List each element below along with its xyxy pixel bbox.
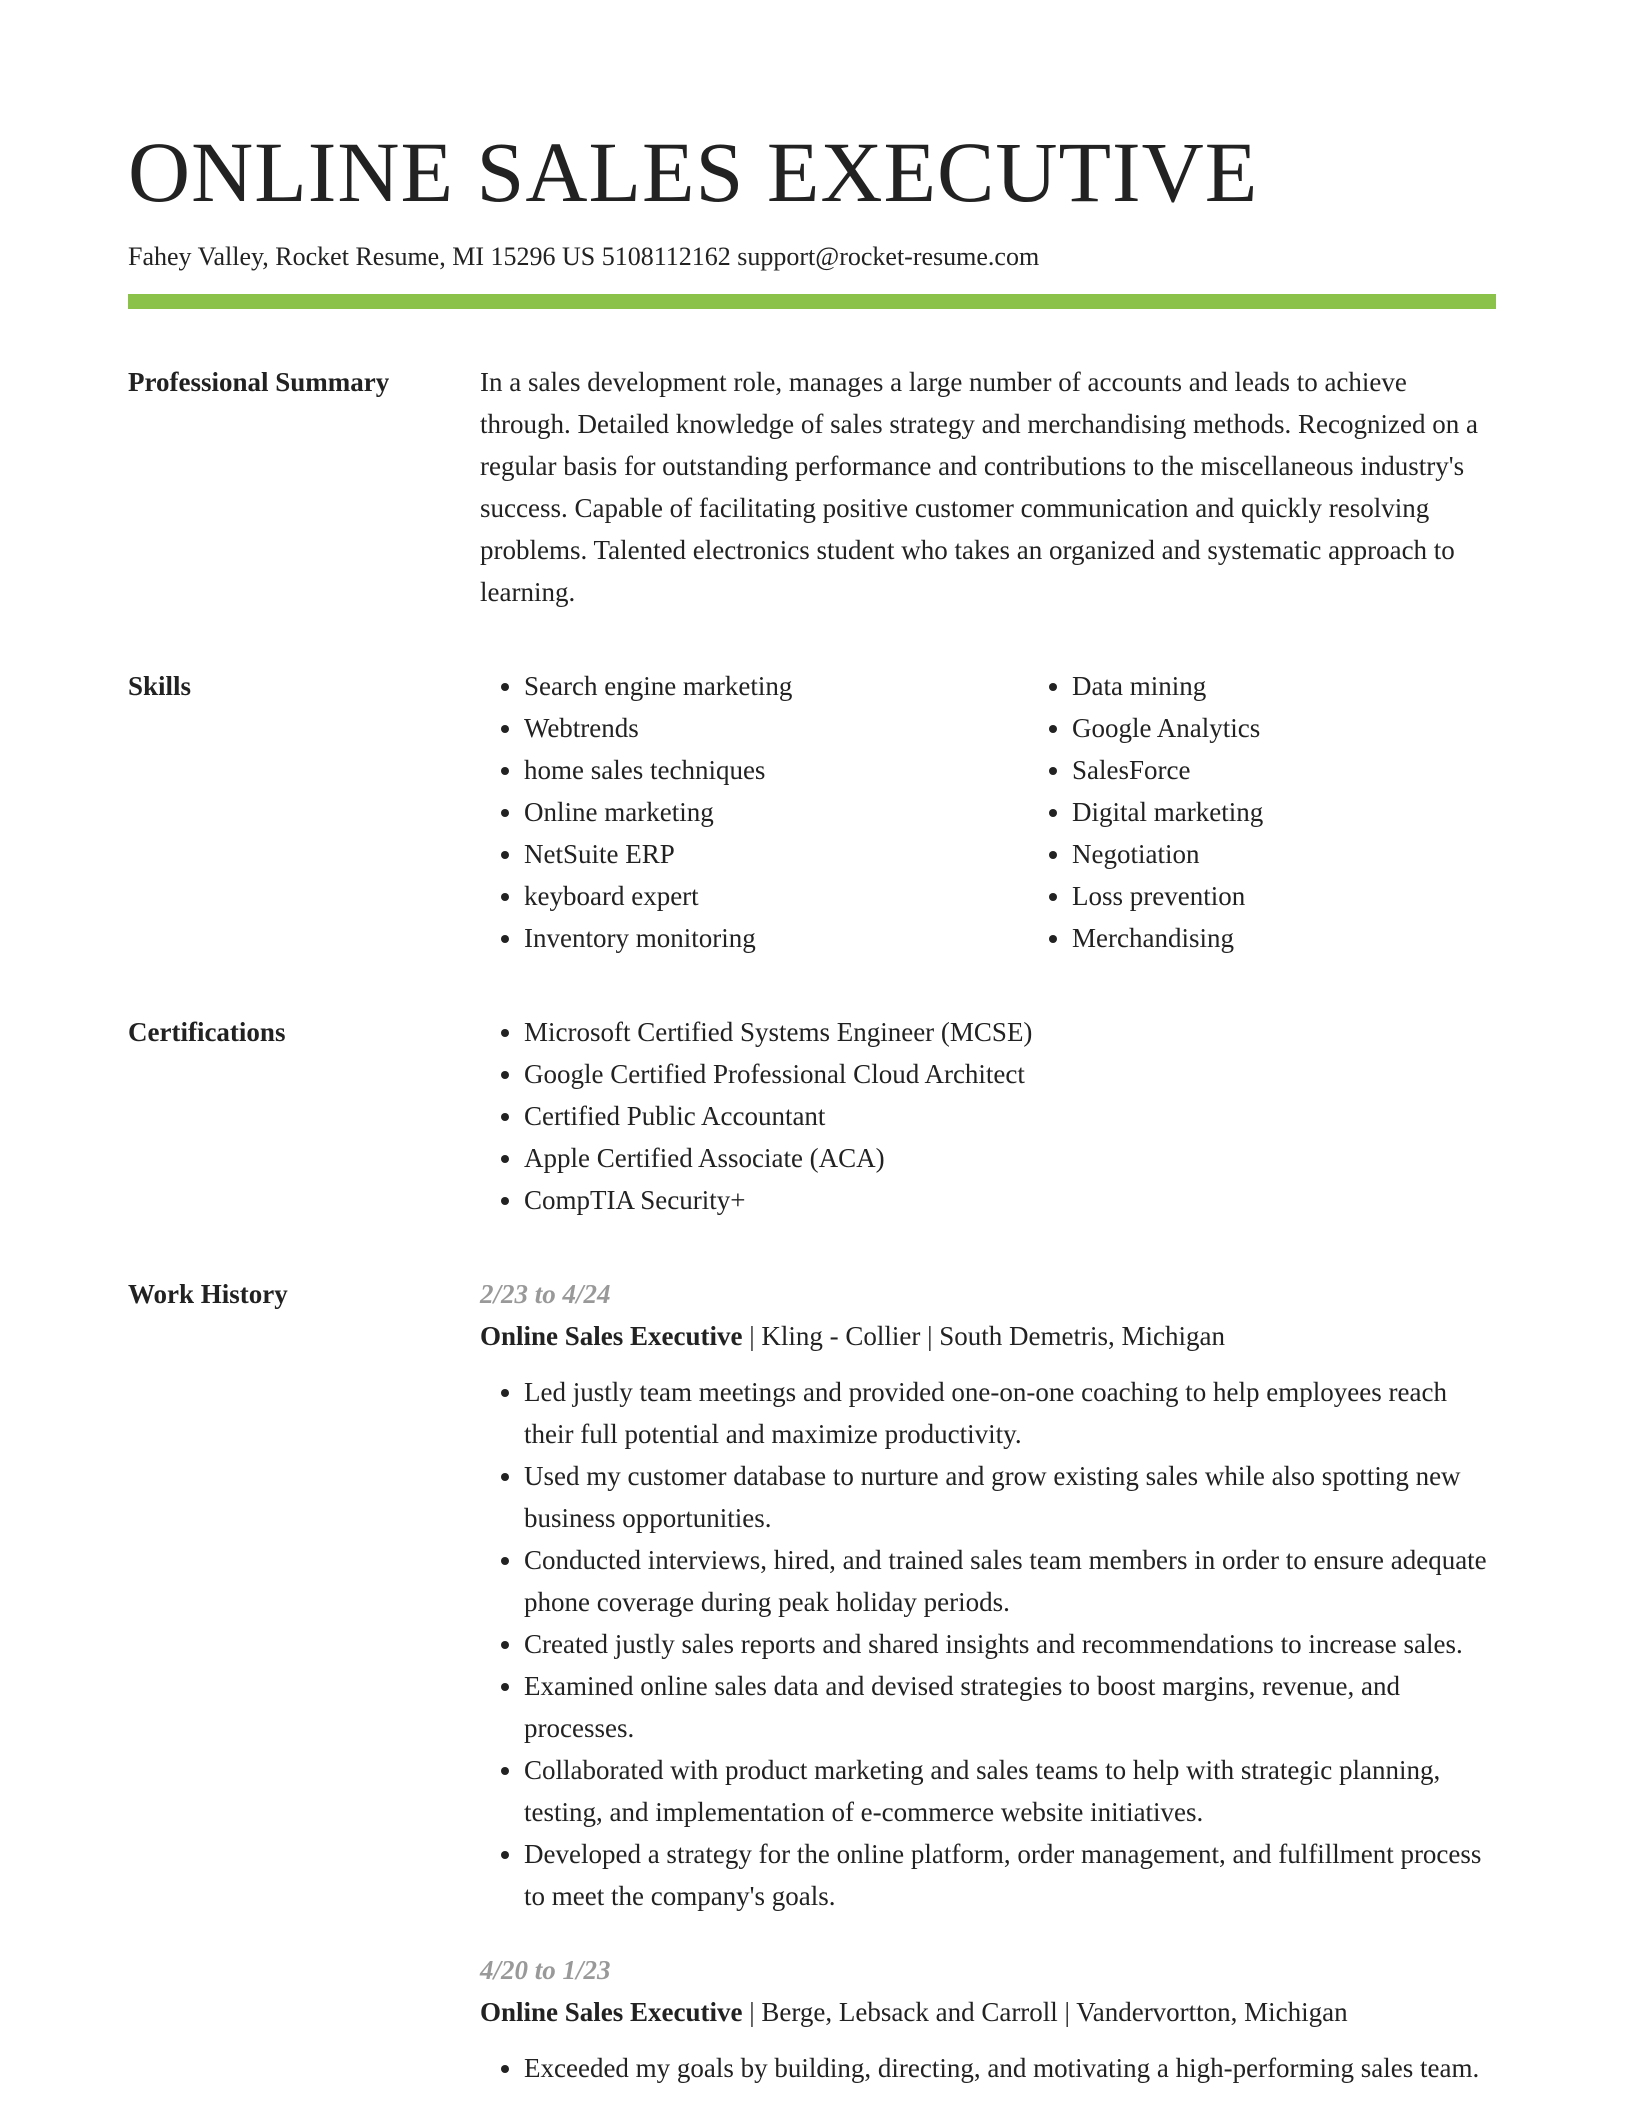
job-dates: 4/20 to 1/23 [480,1955,611,1985]
work-history-section [128,1273,1496,2089]
header-divider [128,294,1496,309]
job-details: | Kling - Collier | South Demetris, Michigan [742,1321,1226,1351]
contact-line: Fahey Valley, Rocket Resume, MI 15296 US 5108112162 support@rocket-resume.com [128,242,1040,271]
certification-item: • Certified Public Accountant [524,1095,1496,1137]
summary-text: In a sales development role, manages a large number of accounts and leads to achieve through. Detailed knowledge of sales strategy and merchandising methods. Recognized on a regular basis for outstanding performance and contributions to the miscellaneous industry's success. Capable of facilitating positive customer communication and quickly resolving problems. Talented electronics student who takes an organized and systematic approach to learning. [480,367,1478,607]
skill-item: • Negotiation [1072,833,1496,875]
skill-item: • Merchandising [1072,917,1496,959]
certification-item: • Microsoft Certified Systems Engineer (MCSE) [524,1011,1496,1053]
section-label: Skills [128,671,192,701]
skill-item: • Webtrends [524,707,1028,749]
skill-item: • Inventory monitoring [524,917,1028,959]
job-title: Online Sales Executive [480,1321,743,1351]
job-bullet: • Collaborated with product marketing and sales teams to help with strategic planning, testing, and implementation of e-commerce website initiatives. [524,1749,1496,1833]
job-entry [480,1949,1496,2089]
job-bullets [480,1371,1496,1917]
section-label: Professional Summary [128,367,390,397]
resume-title: ONLINE SALES EXECUTIVE [128,124,1259,220]
skills-grid [480,665,1496,959]
skill-item: • Digital marketing [1072,791,1496,833]
job-entry [480,1273,1496,1917]
certifications-section [128,1011,1496,1221]
skill-item: • NetSuite ERP [524,833,1028,875]
skill-item: • home sales techniques [524,749,1028,791]
section-body [480,1011,1496,1221]
skill-item: • Loss prevention [1072,875,1496,917]
section-label: Certifications [128,1017,286,1047]
skill-item: • Online marketing [524,791,1028,833]
skill-item: • Google Analytics [1072,707,1496,749]
section-body [480,1273,1496,2089]
skills-section [128,665,1496,959]
skills-list-right [1028,665,1496,959]
skill-item: • Search engine marketing [524,665,1028,707]
skill-item: • Data mining [1072,665,1496,707]
certification-item: • Google Certified Professional Cloud Architect [524,1053,1496,1095]
job-bullet: • Conducted interviews, hired, and trained sales team members in order to ensure adequate phone coverage during peak holiday periods. [524,1539,1496,1623]
job-bullet: • Examined online sales data and devised strategies to boost margins, revenue, and processes. [524,1665,1496,1749]
section-label: Work History [128,1279,288,1309]
certifications-list [480,1011,1496,1221]
job-heading [480,1991,1496,2033]
skill-item: • keyboard expert [524,875,1028,917]
section-body [480,361,1496,613]
certification-item: • CompTIA Security+ [524,1179,1496,1221]
job-details: | Berge, Lebsack and Carroll | Vandervortton, Michigan [742,1997,1348,2027]
professional-summary-section [128,361,1496,613]
job-title: Online Sales Executive [480,1997,743,2027]
skills-list-left [480,665,1028,959]
job-bullet: • Created justly sales reports and shared insights and recommendations to increase sales. [524,1623,1496,1665]
job-bullets [480,2047,1496,2089]
job-dates: 2/23 to 4/24 [480,1279,611,1309]
certification-item: • Apple Certified Associate (ACA) [524,1137,1496,1179]
job-bullet: • Exceeded my goals by building, directing, and motivating a high-performing sales team. [524,2047,1496,2089]
job-heading [480,1315,1496,1357]
job-bullet: • Used my customer database to nurture and grow existing sales while also spotting new business opportunities. [524,1455,1496,1539]
job-bullet: • Led justly team meetings and provided one-on-one coaching to help employees reach their full potential and maximize productivity. [524,1371,1496,1455]
job-bullet: • Developed a strategy for the online platform, order management, and fulfillment process to meet the company's goals. [524,1833,1496,1917]
skill-item: • SalesForce [1072,749,1496,791]
